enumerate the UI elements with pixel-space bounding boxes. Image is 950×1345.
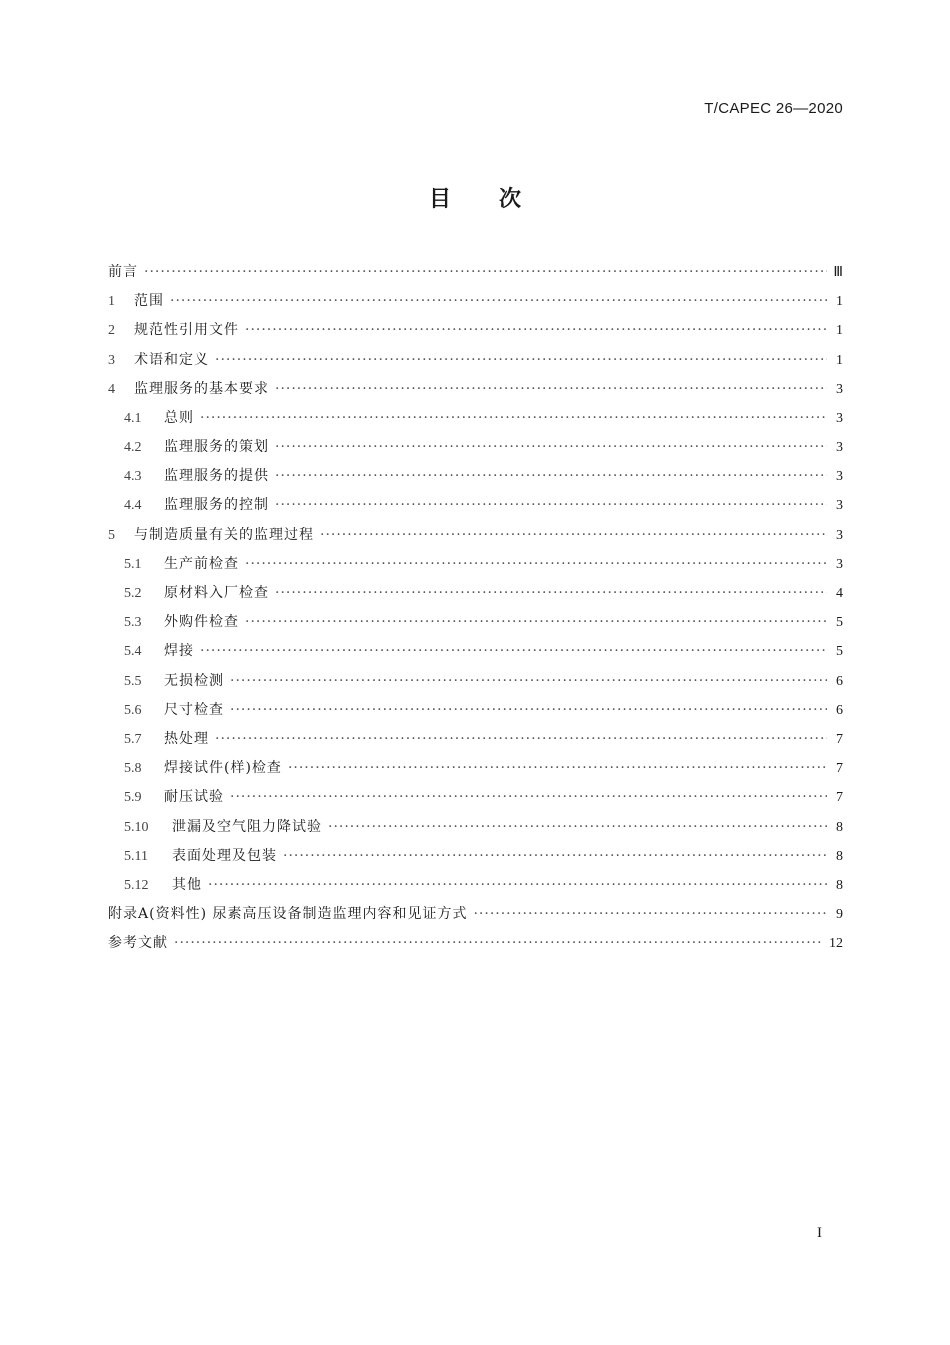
toc-entry[interactable] [108, 608, 843, 637]
toc-leader-dots [245, 316, 827, 345]
toc-entry-title: 无损检测 [164, 672, 224, 689]
toc-entry-number: 5.11 [124, 848, 148, 864]
toc-leader-dots [245, 608, 827, 637]
toc-entry[interactable] [108, 492, 843, 521]
toc-entry-title: 术语和定义 [134, 351, 209, 368]
toc-entry[interactable] [108, 783, 843, 812]
toc-entry[interactable] [108, 725, 843, 754]
toc-entry-number: 4.1 [124, 410, 142, 426]
toc-leader-dots [230, 667, 827, 696]
toc-leader-dots [200, 637, 827, 666]
toc-entry-number: 4 [108, 381, 115, 397]
toc-entry-title: 焊接 [164, 643, 194, 660]
toc-entry[interactable] [108, 404, 843, 433]
toc-entry-page: 3 [836, 469, 843, 485]
toc-entry-title: 外购件检查 [164, 614, 239, 631]
page-title: 目次 [428, 187, 569, 212]
toc-entry-number: 4.3 [124, 469, 142, 485]
document-code: T/CAPEC 26—2020 [704, 100, 843, 117]
toc-entry-number: 5.7 [124, 731, 142, 747]
toc-entry[interactable] [108, 871, 843, 900]
toc-entry[interactable] [108, 667, 843, 696]
toc-entry-page: 3 [836, 556, 843, 572]
toc-entry-number: 5.9 [124, 790, 142, 806]
toc-entry-page: 3 [836, 527, 843, 543]
toc-leader-dots [320, 521, 827, 550]
toc-entry-title: 尺寸检查 [164, 701, 224, 718]
toc-leader-dots [215, 346, 827, 375]
toc-entry-page: 3 [836, 440, 843, 456]
toc-entry-title: 总则 [164, 409, 194, 426]
toc-entry-number: 4.4 [124, 498, 142, 514]
toc-entry-number: 5.10 [124, 819, 149, 835]
toc-leader-dots [170, 287, 827, 316]
toc-entry-title: 监理服务的提供 [164, 468, 269, 485]
toc-entry-page: 1 [836, 352, 843, 368]
toc-entry-page: Ⅲ [833, 264, 843, 280]
toc-entry-number: 5.6 [124, 702, 142, 718]
toc-leader-dots [275, 579, 827, 608]
toc-entry-title: 耐压试验 [164, 789, 224, 806]
toc-leader-dots [215, 725, 827, 754]
toc-leader-dots [275, 462, 827, 491]
toc-entry-page: 3 [836, 410, 843, 426]
toc-entry-page: 4 [836, 586, 843, 602]
toc-entry[interactable] [108, 521, 843, 550]
toc-entry-title: 参考文献 [108, 935, 168, 952]
toc-entry-page: 9 [836, 907, 843, 923]
toc-entry-title: 原材料入厂检查 [164, 585, 269, 602]
toc-leader-dots [174, 929, 823, 958]
toc-leader-dots [230, 696, 827, 725]
toc-entry-page: 8 [836, 877, 843, 893]
toc-entry[interactable] [108, 258, 843, 287]
toc-entry-title: 监理服务的策划 [164, 439, 269, 456]
toc-entry-title: 范围 [134, 293, 164, 310]
toc-entry-title: 规范性引用文件 [134, 322, 239, 339]
toc-entry[interactable] [108, 842, 843, 871]
toc-entry-title: 其他 [172, 876, 202, 893]
table-of-contents [108, 258, 843, 959]
toc-entry-page: 7 [836, 761, 843, 777]
toc-entry-title: 生产前检查 [164, 555, 239, 572]
toc-entry[interactable] [108, 900, 843, 929]
toc-entry-number: 5.2 [124, 586, 142, 602]
toc-entry-page: 5 [836, 644, 843, 660]
toc-entry-number: 5.3 [124, 615, 142, 631]
toc-entry-title: 监理服务的控制 [164, 497, 269, 514]
toc-entry-page: 12 [829, 936, 843, 952]
toc-entry[interactable] [108, 696, 843, 725]
toc-entry[interactable] [108, 433, 843, 462]
toc-entry-number: 2 [108, 323, 115, 339]
toc-entry-title: 监理服务的基本要求 [134, 380, 269, 397]
toc-entry-number: 1 [108, 294, 115, 310]
toc-entry-number: 5.5 [124, 673, 142, 689]
toc-entry[interactable] [108, 754, 843, 783]
toc-entry[interactable] [108, 637, 843, 666]
toc-entry-title: 附录A(资料性) 尿素高压设备制造监理内容和见证方式 [108, 906, 468, 923]
toc-entry-number: 5 [108, 527, 115, 543]
toc-entry-number: 5.4 [124, 644, 142, 660]
page-number: I [817, 1225, 822, 1241]
toc-entry-number: 3 [108, 352, 115, 368]
toc-leader-dots [275, 491, 827, 520]
toc-entry[interactable] [108, 316, 843, 345]
toc-entry-page: 1 [836, 294, 843, 310]
toc-entry-number: 5.8 [124, 761, 142, 777]
toc-entry-title: 与制造质量有关的监理过程 [134, 526, 314, 543]
toc-leader-dots [208, 871, 827, 900]
toc-entry-page: 8 [836, 819, 843, 835]
toc-entry[interactable] [108, 375, 843, 404]
toc-entry[interactable] [108, 287, 843, 316]
toc-leader-dots [144, 258, 827, 287]
toc-leader-dots [275, 433, 827, 462]
toc-entry[interactable] [108, 346, 843, 375]
toc-leader-dots [328, 813, 827, 842]
toc-entry-page: 5 [836, 615, 843, 631]
toc-entry-title: 焊接试件(样)检查 [164, 760, 282, 777]
toc-leader-dots [283, 842, 827, 871]
toc-entry-number: 4.2 [124, 440, 142, 456]
toc-entry[interactable] [108, 550, 843, 579]
toc-entry-page: 8 [836, 848, 843, 864]
toc-entry-page: 7 [836, 790, 843, 806]
toc-entry-title: 泄漏及空气阻力降试验 [172, 818, 322, 835]
toc-leader-dots [288, 754, 827, 783]
toc-entry-title: 热处理 [164, 730, 209, 747]
toc-entry-number: 5.1 [124, 556, 142, 572]
toc-entry[interactable] [108, 462, 843, 491]
toc-entry-number: 5.12 [124, 877, 149, 893]
toc-leader-dots [275, 375, 827, 404]
toc-entry[interactable] [108, 579, 843, 608]
toc-entry[interactable] [108, 929, 843, 958]
toc-leader-dots [230, 783, 827, 812]
toc-entry-page: 7 [836, 731, 843, 747]
toc-leader-dots [200, 404, 827, 433]
toc-entry-page: 6 [836, 673, 843, 689]
toc-leader-dots [473, 900, 827, 929]
toc-entry-page: 1 [836, 323, 843, 339]
toc-entry-page: 6 [836, 702, 843, 718]
toc-entry-title: 前言 [108, 263, 138, 280]
toc-entry[interactable] [108, 813, 843, 842]
toc-entry-page: 3 [836, 381, 843, 397]
toc-leader-dots [245, 550, 827, 579]
toc-entry-title: 表面处理及包装 [172, 847, 277, 864]
toc-entry-page: 3 [836, 498, 843, 514]
